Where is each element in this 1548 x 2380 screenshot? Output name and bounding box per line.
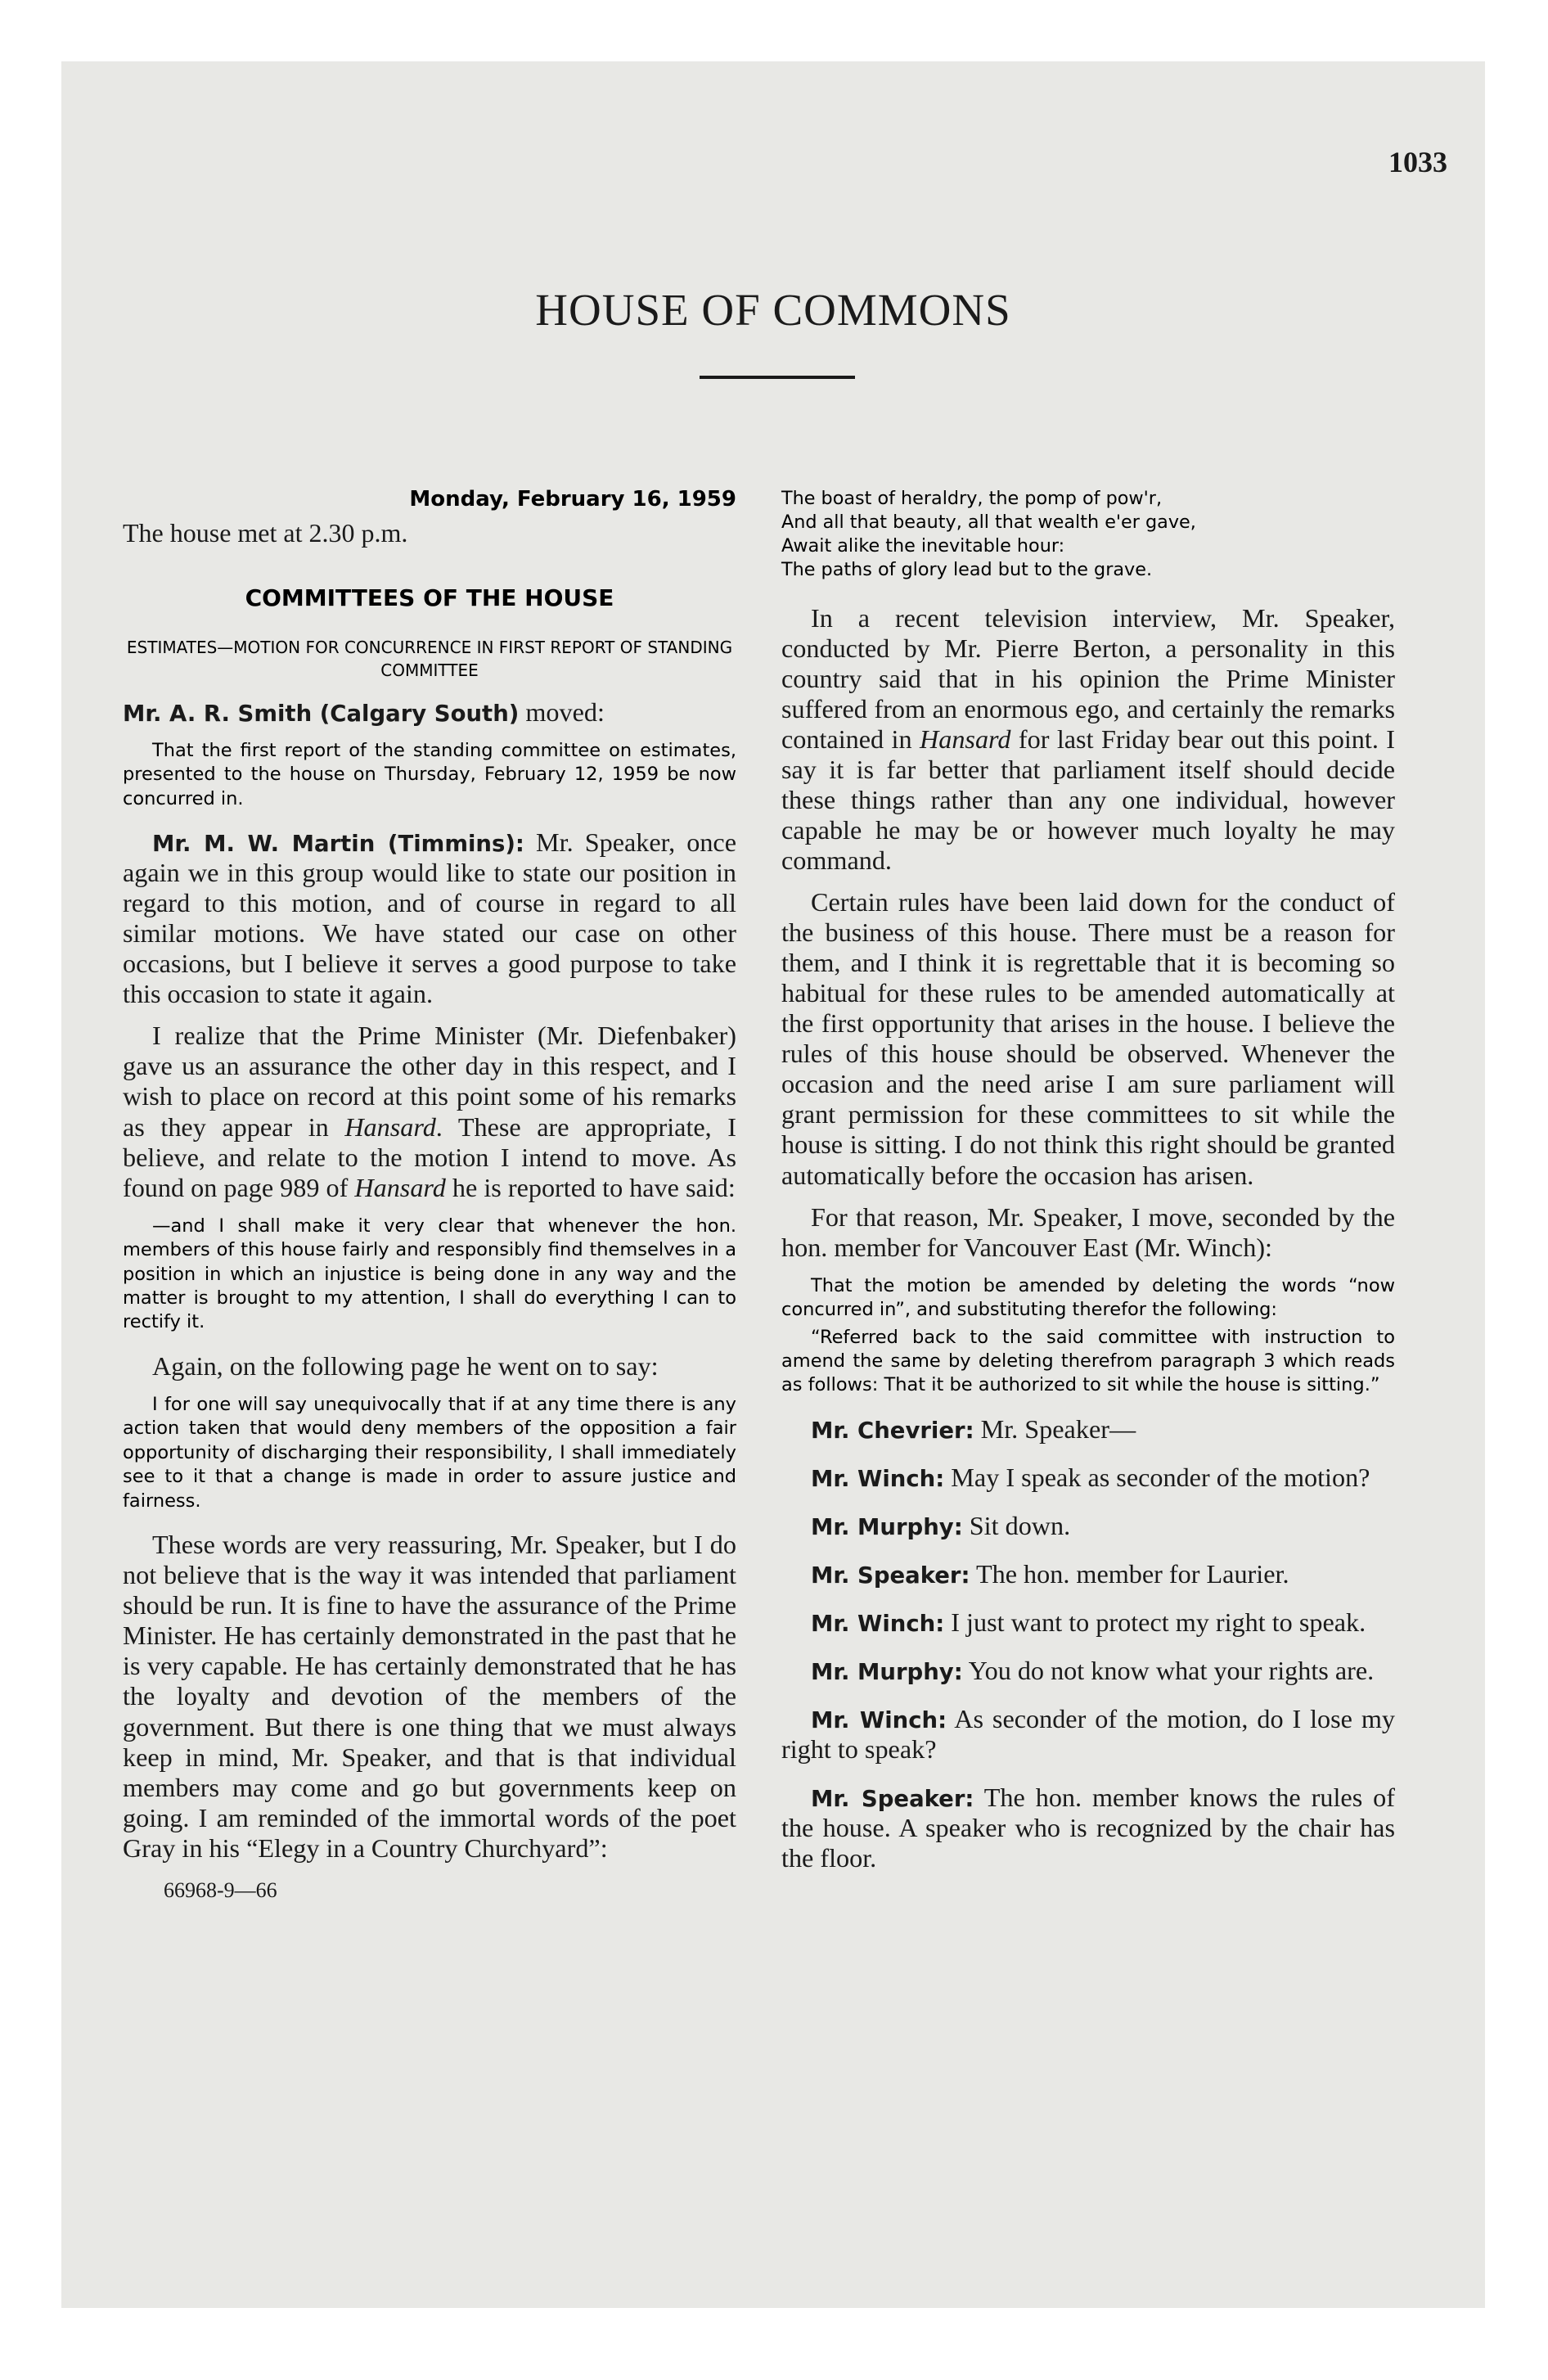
paragraph-text: In a recent television interview, Mr. Speaker, conducted by Mr. Pierre Berton, a personality in this country said that in his opinion the Prime Minister suffered from an enormous ego, and certainly the remarks contained in <box>781 602 1395 755</box>
exchange-item <box>781 1414 1395 1445</box>
speaker-name: Mr. Chevrier: <box>811 1417 974 1444</box>
martin-paragraph <box>123 827 736 1009</box>
page <box>61 61 1485 2308</box>
again-paragraph: Again, on the following page he went on to say: <box>152 1350 659 1381</box>
exchange-item <box>781 1783 1395 1873</box>
amendment-text: That the motion be amended by deleting the words “now concurred in”, and substituting therefor the following: <box>781 1274 1395 1321</box>
paragraph-text: he is reported to have said: <box>445 1172 736 1202</box>
quote-2: I for one will say unequivocally that if at any time there is any action taken that would deny members of the opposition a fair opportunity of discharging their responsibility, I shall immediately see to it that a change is made in order to assure justice and fairness. <box>123 1393 736 1512</box>
diefenbaker-paragraph <box>123 1021 736 1202</box>
exchange-text: The hon. member knows the rules of the house. A speaker who is recognized by the chair has the floor. <box>781 1783 1395 1873</box>
exchange-text: Mr. Speaker— <box>974 1413 1136 1444</box>
page-number: 1033 <box>1388 146 1447 178</box>
speaker-name: Mr. Speaker: <box>811 1562 970 1589</box>
hansard-reference: Hansard <box>354 1172 446 1202</box>
hansard-reference: Hansard <box>919 724 1011 755</box>
smith-paragraph <box>123 697 736 728</box>
reassuring-paragraph: These words are very reassuring, Mr. Speaker, but I do not believe that is the way it was intended that parliament should be run. It is fine to have the assurance of the Prime Minister. He has certainly demonstrated in the past that he is very capable. He has certainly demonstrated that he has the loyalty and devotion of the members of the government. But there is one thing that we must always keep in mind, Mr. Speaker, and that is that individual members may come and go but governments keep on going. I am reminded of the immortal words of the poet Gray in his “Elegy in a Country Churchyard”: <box>123 1530 736 1863</box>
paragraph-text: Mr. Speaker, once again we in this group would like to state our position in regard to this motion, and of course in regard to all similar motions. We have stated our case on other occasions, but I believe it serves a good purpose to take this occasion to state it again. <box>123 827 736 1009</box>
exchange-item <box>781 1511 1395 1541</box>
hansard-reference: Hansard <box>344 1111 436 1142</box>
elegy-quote: The boast of heraldry, the pomp of pow'r, And all that beauty, all that wealth e'er gave, Await alike the inevitable hour: The paths of glory lead but to the grave. <box>781 488 1196 580</box>
speaker-name: Mr. Speaker: <box>811 1786 974 1813</box>
exchange-item <box>781 1463 1395 1493</box>
exchange-text: You do not know what your rights are. <box>962 1656 1375 1686</box>
move-paragraph: For that reason, Mr. Speaker, I move, seconded by the hon. member for Vancouver East (Mr. Winch): <box>781 1201 1395 1262</box>
rules-paragraph: Certain rules have been laid down for the conduct of the business of this house. There must be a reason for them, and I think it is regrettable that it is becoming so habitual for these rules to be amended automatically at the first opportunity that arises in the house. I believe the rules of this house should be observed. Whenever the occasion and the need arise I am sure parliament will grant permission for these committees to sit while the house is sitting. I do not think this right should be granted automatically before the occasion has arisen. <box>781 887 1395 1190</box>
exchange-text: Sit down. <box>962 1511 1071 1540</box>
printer-signature: 66968-9—66 <box>164 1877 277 1902</box>
speaker-name: Mr. M. W. Martin (Timmins): <box>152 831 524 858</box>
left-column <box>123 487 736 1903</box>
television-paragraph <box>781 603 1395 876</box>
debate-exchanges <box>781 1414 1395 1873</box>
exchange-text: The hon. member for Laurier. <box>970 1559 1289 1589</box>
right-column <box>781 487 1395 1891</box>
motion-text: That the first report of the standing committee on estimates, presented to the house on Thursday, February 12, 1959 be now concurred in. <box>123 739 736 809</box>
speaker-name: Mr. Winch: <box>811 1465 945 1492</box>
paragraph-text: moved: <box>519 696 605 727</box>
speaker-name: Mr. A. R. Smith (Calgary South) <box>123 700 520 727</box>
section-subheading: ESTIMATES—MOTION FOR CONCURRENCE IN FIRST REPORT OF STANDING COMMITTEE <box>126 638 733 681</box>
paragraph-text: I realize that the Prime Minister (Mr. Diefenbaker) gave us an assurance the other day in this respect, and I wish to place on record at this point some of his remarks as they appear in <box>123 1021 736 1142</box>
speaker-name: Mr. Murphy: <box>811 1514 963 1540</box>
exchange-text: May I speak as seconder of the motion? <box>944 1462 1370 1492</box>
section-heading: COMMITTEES OF THE HOUSE <box>245 584 614 611</box>
speaker-name: Mr. Winch: <box>811 1611 945 1638</box>
date-line: Monday, February 16, 1959 <box>409 487 736 512</box>
exchange-item <box>781 1559 1395 1589</box>
exchange-text: As seconder of the motion, do I lose my right to speak? <box>781 1704 1395 1765</box>
page-title: HOUSE OF COMMONS <box>535 285 1011 335</box>
paragraph-text: . These are appropriate, I believe, and relate to the motion I intend to move. As found on page 989 of <box>123 1111 737 1202</box>
exchange-text: I just want to protect my right to speak. <box>944 1607 1366 1638</box>
quote-1: —and I shall make it very clear that whenever the hon. members of this house fairly and responsibly find themselves in a position in which an injustice is being done in any way and the matter is brought to my attention, I shall do everything I can to rectify it. <box>123 1215 736 1333</box>
speaker-name: Mr. Murphy: <box>811 1659 963 1686</box>
exchange-item <box>781 1607 1395 1638</box>
title-rule <box>700 376 855 379</box>
amendment-quote: “Referred back to the said committee with instruction to amend the same by deleting therefrom paragraph 3 which reads as follows: That it be authorized to sit while the house is sitting.” <box>781 1326 1395 1396</box>
speaker-name: Mr. Winch: <box>811 1707 947 1734</box>
exchange-item <box>781 1656 1395 1686</box>
meeting-time: The house met at 2.30 p.m. <box>123 518 408 548</box>
paragraph-text: for last Friday bear out this point. I say it is far better that parliament itself should decide these things rather than any one individual, however capable he may be or however much loyalty he may command. <box>781 724 1395 876</box>
exchange-item <box>781 1704 1395 1765</box>
